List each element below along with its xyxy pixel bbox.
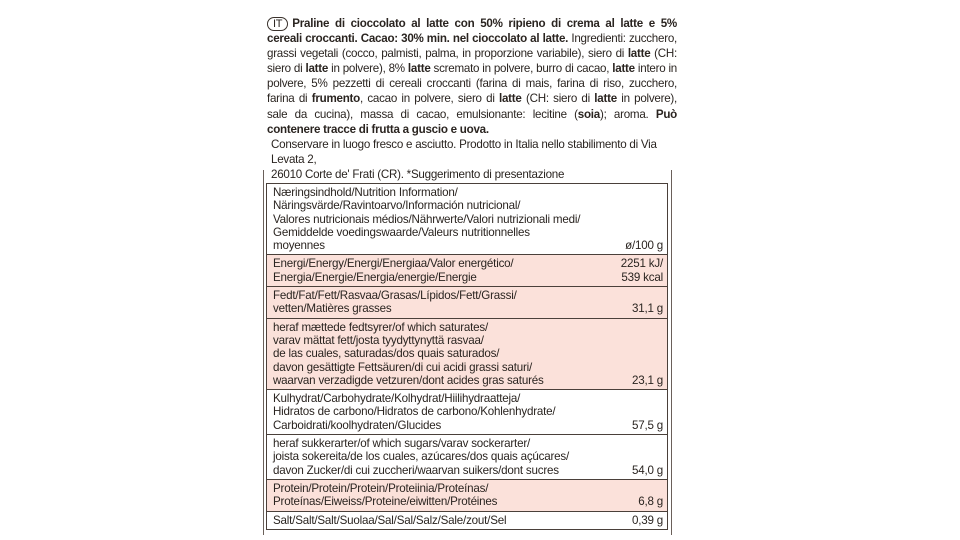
ingredient-bold-text: Praline di cioccolato al latte con 50% ripieno di crema al latte e 5% cereali croccanti. Cacao: 30% min. nel cioccolato al latte. bbox=[267, 17, 677, 46]
ingredient-bold-text: latte bbox=[499, 92, 522, 106]
ingredients-text bbox=[267, 17, 677, 136]
ingredient-bold-text: soia bbox=[577, 107, 600, 121]
nutrition-header-row bbox=[267, 184, 668, 255]
nutrient-label: Kulhydrat/Carbohydrate/Kolhydrat/Hiilihydraatteja/ Hidratos de carbono/Hidratos de carbono/Kohlenhydrate/ Carboidrati/koolhydraten/Glucides bbox=[267, 390, 588, 435]
ingredient-text: intero in polvere, 5% pezzetti di cereali croccanti (farina di mais, farina di riso, zucchero, farina di bbox=[267, 62, 677, 106]
nutrition-header-label: Næringsindhold/Nutrition Information/ Näringsvärde/Ravintoarvo/Información nutricional/ Valores nutricionais médios/Nährwerte/Valori nutrizionali medi/ Gemiddelde voedingswaarde/Valeurs nutritionnelles moyennes bbox=[267, 184, 588, 255]
ingredient-text: ); aroma. bbox=[599, 107, 656, 121]
ingredient-text: in polvere), sale da cucina), massa di cacao, emulsionante: lecitine ( bbox=[267, 92, 677, 121]
nutrient-value: 23,1 g bbox=[587, 318, 668, 389]
nutrient-label: Energi/Energy/Energi/Energiaa/Valor energético/ Energia/Energie/Energia/energie/Energie bbox=[267, 255, 588, 287]
ingredient-bold-text: frumento bbox=[311, 92, 360, 106]
nutrient-label: Salt/Salt/Salt/Suolaa/Sal/Sal/Salz/Sale/zout/Sel bbox=[267, 511, 588, 529]
nutrition-row-energy bbox=[267, 255, 668, 287]
storage-line-2: 26010 Corte de' Frati (CR). *Suggerimento di presentazione bbox=[271, 167, 565, 181]
nutrient-value: 31,1 g bbox=[587, 287, 668, 319]
ingredient-text: (CH: siero di bbox=[521, 92, 595, 106]
product-label bbox=[265, 16, 677, 182]
nutrition-row-saturates bbox=[267, 318, 668, 389]
nutrient-label: heraf mættede fedtsyrer/of which saturates/ varav mättat fett/josta tyydyttynyttä rasvaa/ de las cuales, saturadas/dos quais saturados/ davon gesättigte Fettsäuren/di cui acidi grassi saturi/ waarvan verzadigde vetzuren/dont acides gras saturés bbox=[267, 318, 588, 389]
ingredient-bold-text: Può contenere tracce di frutta a guscio e uova. bbox=[267, 107, 678, 136]
right-border-line bbox=[671, 170, 672, 535]
nutrient-value: 6,8 g bbox=[587, 479, 668, 511]
nutrition-row-carbohydrate bbox=[267, 390, 668, 435]
ingredient-text: Ingredienti: zucchero, grassi vegetali (cocco, palmisti, palma, in proporzione variabile), siero di bbox=[267, 32, 677, 61]
ingredient-bold-text: latte bbox=[407, 62, 431, 76]
left-border-line bbox=[263, 170, 264, 535]
nutrient-value: 57,5 g bbox=[587, 390, 668, 435]
nutrition-table bbox=[266, 183, 668, 530]
nutrition-row-protein bbox=[267, 479, 668, 511]
ingredient-bold-text: latte bbox=[594, 92, 617, 106]
nutrient-label: heraf sukkerarter/of which sugars/varav sockerarter/ joista sokereita/de los cuales, azúcares/dos quais açúcares/ davon Zucker/di cui zuccheri/waarvan suikers/dont sucres bbox=[267, 435, 588, 480]
ingredient-text: in polvere), 8% bbox=[328, 62, 408, 76]
ingredient-text: (CH: siero di bbox=[267, 47, 677, 76]
language-badge: IT bbox=[267, 17, 288, 31]
nutrient-label: Protein/Protein/Protein/Proteiinia/Proteínas/ Proteínas/Eiweiss/Proteine/eiwitten/Protéines bbox=[267, 479, 588, 511]
nutrition-row-sugars bbox=[267, 435, 668, 480]
ingredient-bold-text: latte bbox=[627, 47, 651, 61]
nutrient-value: 2251 kJ/ 539 kcal bbox=[587, 255, 668, 287]
nutrient-value: 0,39 g bbox=[587, 511, 668, 529]
storage-info bbox=[265, 137, 677, 182]
nutrient-value: 54,0 g bbox=[587, 435, 668, 480]
nutrition-row-salt bbox=[267, 511, 668, 529]
storage-line-1: Conservare in luogo fresco e asciutto. Prodotto in Italia nello stabilimento di Via Levata 2, bbox=[271, 137, 657, 166]
ingredient-bold-text: latte bbox=[305, 62, 329, 76]
nutrition-table-body bbox=[267, 184, 668, 530]
ingredients-paragraph bbox=[265, 16, 677, 137]
nutrition-row-fat bbox=[267, 287, 668, 319]
ingredient-text: scremato in polvere, burro di cacao, bbox=[430, 62, 613, 76]
nutrient-label: Fedt/Fat/Fett/Rasvaa/Grasas/Lípidos/Fett/Grassi/ vetten/Matières grasses bbox=[267, 287, 588, 319]
ingredient-bold-text: latte bbox=[612, 62, 635, 76]
ingredient-text: , cacao in polvere, siero di bbox=[360, 92, 500, 106]
per-100g-header: ø/100 g bbox=[587, 184, 668, 255]
